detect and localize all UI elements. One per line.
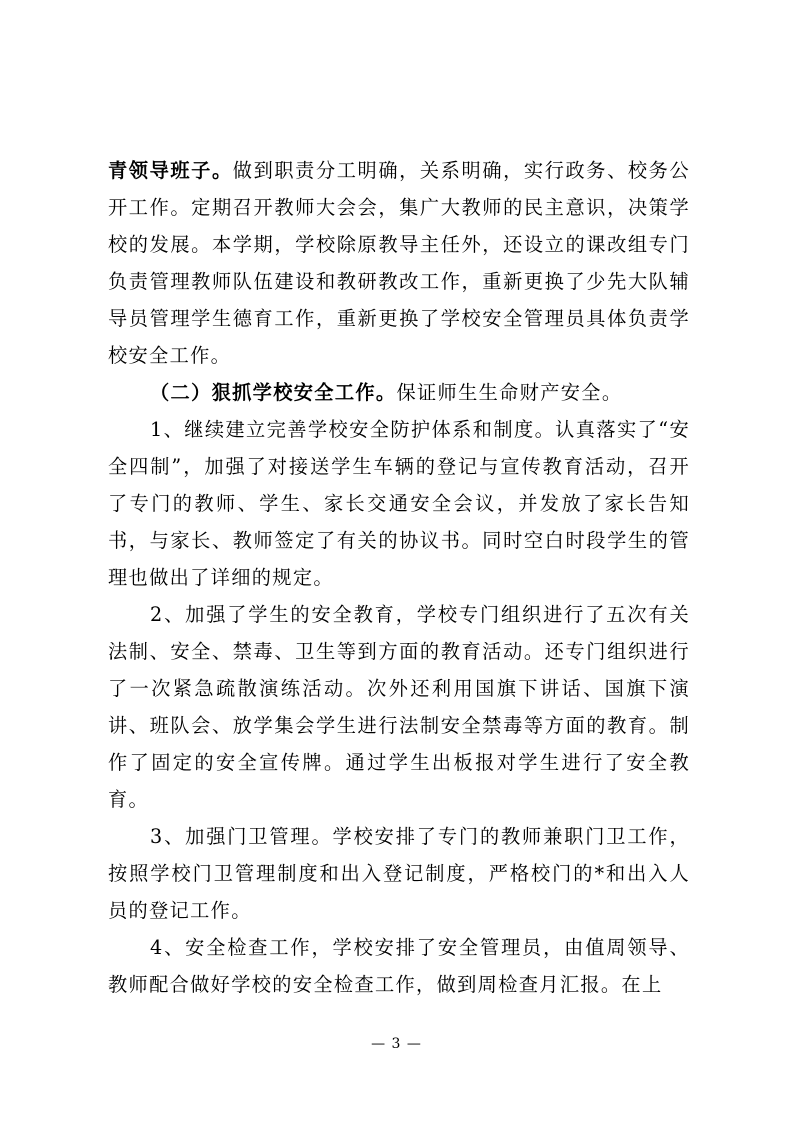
paragraph-lead: 青领导班子。 — [108, 159, 233, 182]
document-body — [108, 152, 690, 1003]
paragraph-text: 做到职责分工明确，关系明确，实行政务、校务公开工作。定期召开教师大会会，集广大教师的民主意识，决策学校的发展。本学期，学校除原教导主任外，还设立的课改组专门负责管理教师队伍建设和教研教改工作，重新更换了少先大队辅导员管理学生德育工作，重新更换了学校安全管理员具体负责学校安全工作。 — [108, 159, 691, 367]
paragraph-text: 2、加强了学生的安全教育，学校专门组织进行了五次有关法制、安全、禁毒、卫生等到方面的教育活动。还专门组织进行了一次紧急疏散演练活动。次外还利用国旗下讲话、国旗下演讲、班队会、放学集会学生进行法制安全禁毒等方面的教育。制作了固定的安全宣传牌。通过学生出板报对学生进行了安全教育。 — [108, 603, 690, 811]
section-heading-text: 保证师生生命财产安全。 — [396, 381, 623, 404]
paragraph-leadership — [108, 152, 690, 374]
paragraph-item-2 — [108, 596, 690, 818]
section-heading-safety — [108, 374, 690, 411]
paragraph-item-3 — [108, 818, 690, 929]
paragraph-text: 3、加强门卫管理。学校安排了专门的教师兼职门卫工作，按照学校门卫管理制度和出入登记制度，严格校门的*和出入人员的登记工作。 — [108, 825, 690, 922]
page-number: — 3 — — [371, 1036, 422, 1052]
paragraph-item-1 — [108, 411, 690, 596]
paragraph-item-4 — [108, 929, 690, 1003]
paragraph-text: 1、继续建立完善学校安全防护体系和制度。认真落实了“安全四制”，加强了对接送学生车辆的登记与宣传教育活动，召开了专门的教师、学生、家长交通安全会议，并发放了家长告知书，与家长、教师签定了有关的协议书。同时空白时段学生的管理也做出了详细的规定。 — [108, 418, 690, 589]
paragraph-text: 4、安全检查工作，学校安排了安全管理员，由值周领导、教师配合做好学校的安全检查工作，做到周检查月汇报。在上 — [108, 936, 690, 996]
section-heading-lead: （二）狠抓学校安全工作。 — [150, 381, 397, 404]
